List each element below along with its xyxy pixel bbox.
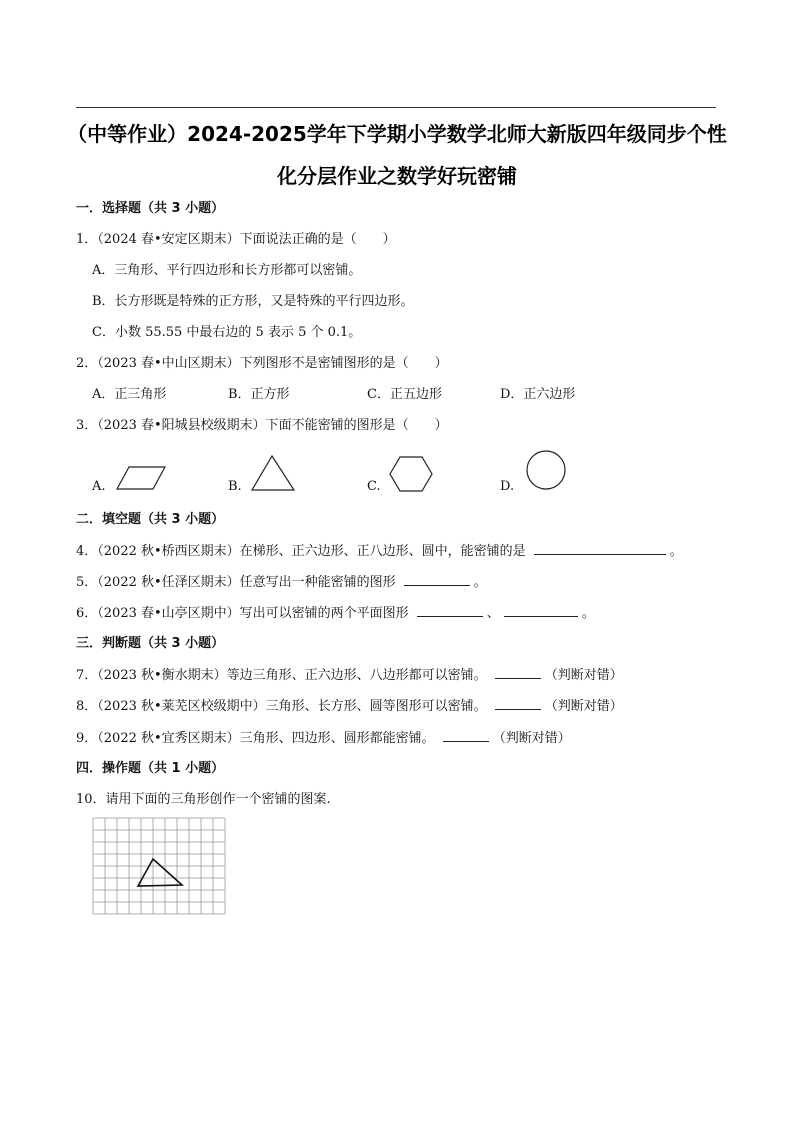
question-4-stem: 4．（2022 秋•桥西区期末）在梯形、正六边形、正八边形、圆中，能密铺的是 <box>76 544 526 559</box>
question-8-stem: 8．（2023 秋•莱芜区校级期中）三角形、长方形、圆等图形可以密铺。 <box>76 699 487 714</box>
question-10-stem: 10．请用下面的三角形创作一个密铺的图案. <box>76 792 331 807</box>
question-7-stem: 7．（2023 秋•衡水期末）等边三角形、正六边形、八边形都可以密铺。 <box>76 668 487 683</box>
question-9 <box>76 729 571 748</box>
question-5 <box>76 573 487 592</box>
answer-blank[interactable] <box>404 573 470 586</box>
section-operation-heading: 四．操作题（共 1 小题） <box>76 761 225 776</box>
question-3-option-c-label: C. <box>367 479 381 494</box>
parallelogram-shape <box>115 465 167 491</box>
question-6 <box>76 604 595 623</box>
question-3-option-a-label: A. <box>92 479 106 494</box>
question-9-tail: （判断对错） <box>492 731 571 746</box>
question-8-tail: （判断对错） <box>544 699 623 714</box>
header-rule <box>76 107 716 108</box>
circle-shape <box>524 449 568 493</box>
question-2-option-c: C．正五边形 <box>367 387 442 402</box>
section-fill-heading: 二．填空题（共 3 小题） <box>76 512 225 527</box>
triangle-shape <box>250 454 296 492</box>
question-6-separator: 、 <box>486 606 500 621</box>
question-9-stem: 9．（2022 秋•宜秀区期末）三角形、四边形、圆形都能密铺。 <box>76 731 435 746</box>
question-1-option-c: C．小数 55.55 中最右边的 5 表示 5 个 0.1。 <box>92 325 362 340</box>
answer-blank[interactable] <box>443 729 489 742</box>
hexagon-shape <box>388 455 434 493</box>
question-3-option-b-label: B. <box>228 479 242 494</box>
question-1-stem: 1．（2024 春•安定区期末）下面说法正确的是（ ） <box>76 232 396 247</box>
answer-blank[interactable] <box>495 697 541 710</box>
question-6-end: 。 <box>581 606 595 621</box>
question-2-stem: 2．（2023 春•中山区期末）下列图形不是密铺图形的是（ ） <box>76 356 448 371</box>
question-1-option-b: B．长方形既是特殊的正方形，又是特殊的平行四边形。 <box>92 294 414 309</box>
question-5-end: 。 <box>473 575 487 590</box>
question-5-stem: 5．（2022 秋•任泽区期末）任意写出一种能密铺的图形 <box>76 575 396 590</box>
question-8 <box>76 697 623 716</box>
answer-blank[interactable] <box>417 604 483 617</box>
grid-with-triangle <box>92 817 232 917</box>
section-judge-heading: 三．判断题（共 3 小题） <box>76 636 225 651</box>
question-4 <box>76 542 683 561</box>
question-6-stem: 6．（2023 春•山亭区期中）写出可以密铺的两个平面图形 <box>76 606 409 621</box>
section-choice-heading: 一．选择题（共 3 小题） <box>76 201 225 216</box>
answer-blank[interactable] <box>495 666 541 679</box>
answer-blank[interactable] <box>504 604 578 617</box>
page-title-line1: （中等作业）2024-2025学年下学期小学数学北师大新版四年级同步个性 <box>67 122 727 146</box>
question-2-option-b: B．正方形 <box>228 387 290 402</box>
question-3-option-d-label: D. <box>500 479 515 494</box>
question-7 <box>76 666 623 685</box>
answer-blank[interactable] <box>534 542 666 555</box>
question-3-stem: 3．（2023 春•阳城县校级期末）下面不能密铺的图形是（ ） <box>76 418 448 433</box>
question-4-end: 。 <box>669 544 683 559</box>
page-title-line2: 化分层作业之数学好玩密铺 <box>277 164 517 188</box>
question-2-option-a: A．正三角形 <box>92 387 167 402</box>
triangle-shape <box>138 859 182 886</box>
question-2-option-d: D．正六边形 <box>500 387 576 402</box>
question-7-tail: （判断对错） <box>544 668 623 683</box>
question-1-option-a: A．三角形、平行四边形和长方形都可以密铺。 <box>92 263 362 278</box>
